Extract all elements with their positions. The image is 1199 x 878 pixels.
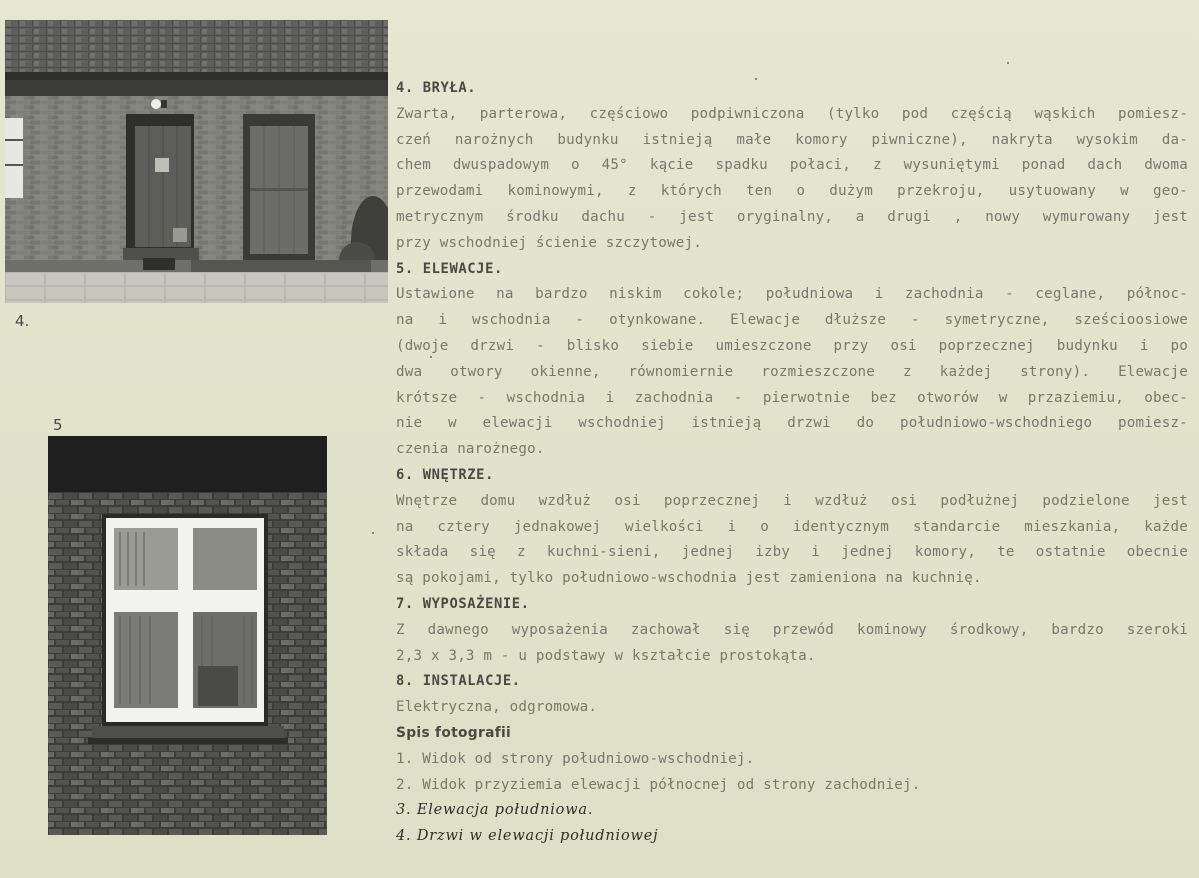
- section-heading-elewacje: 5. ELEWACJE.: [396, 260, 503, 277]
- paragraph-line: na i wschodnia - otynkowane. Elewacje dłuższe - symetryczne, sześcioosiowe: [396, 312, 1188, 329]
- paragraph-line: Z dawnego wyposażenia zachował się przewód kominowy środkowy, bardzo szeroki: [396, 621, 1188, 638]
- photo-doors-south-elevation: [5, 20, 388, 303]
- paragraph-line: krótsze - wschodnia i zachodnia - pierwotnie bez otworów w przaziemiu, obec-: [396, 389, 1188, 406]
- section-heading-wnetrze: 6. WNĘTRZE.: [396, 466, 494, 483]
- text-column: [396, 76, 1188, 850]
- paragraph-line: przy wschodniej ścienie szczytowej.: [396, 234, 702, 251]
- paragraph-line: Wnętrze domu wzdłuż osi poprzecznej i wzdłuż osi podłużnej podzielone jest: [396, 492, 1188, 509]
- paragraph-line: czeń narożnych budynku istnieją małe komory piwniczne), nakryta wysokim da-: [396, 131, 1188, 148]
- photo-list-item: 1. Widok od strony południowo-wschodniej.: [396, 750, 755, 767]
- paper-speck: [430, 356, 432, 358]
- section-heading-instalacje: 8. INSTALACJE.: [396, 673, 521, 690]
- photo2-number-label: 5: [53, 416, 63, 434]
- section-heading-bryla: 4. BRYŁA.: [396, 80, 477, 96]
- paragraph-line: chem dwuspadowym o 45° kącie spadku połaci, z wysuniętymi ponad dach dwoma: [396, 157, 1188, 174]
- photo-list-item-handwritten: 4. Drzwi w elewacji południowej: [396, 828, 659, 845]
- photo-list-heading: Spis fotografii: [396, 724, 512, 741]
- photo-window: [48, 436, 327, 835]
- photo-window-image: [48, 436, 327, 835]
- paper-speck: [1007, 62, 1009, 64]
- paragraph-line: nie w elewacji wschodniej istnieją drzwi do południowo-wschodniego pomiesz-: [396, 415, 1188, 432]
- photo-list-item-handwritten: 3. Elewacja południowa.: [396, 802, 594, 819]
- paragraph-line: Elektryczna, odgromowa.: [396, 699, 598, 716]
- paragraph-line: dwa otwory okienne, równomiernie rozmieszczone z każdej strony). Elewacje: [396, 363, 1188, 380]
- paragraph-line: 2,3 x 3,3 m - u podstawy w kształcie prostokąta.: [396, 647, 816, 664]
- paragraph-line: na cztery jednakowej wielkości i o identycznym standarcie mieszkania, każde: [396, 518, 1188, 535]
- photo-list-item: 2. Widok przyziemia elewacji północnej od strony zachodniej.: [396, 776, 921, 793]
- paragraph-line: Zwarta, parterowa, częściowo podpiwniczona (tylko pod częścią wąskich pomiesz-: [396, 105, 1188, 122]
- paragraph-line: przewodami kominowymi, z których ten o dużym przekroju, usytuowany w geo-: [396, 183, 1188, 200]
- section-heading-wyposazenie: 7. WYPOSAŻENIE.: [396, 595, 530, 612]
- paragraph-line: Ustawione na bardzo niskim cokole; południowa i zachodnia - ceglane, północ-: [396, 286, 1188, 303]
- paragraph-line: składa się z kuchni-sieni, jednej izby i jednej komory, te ostatnie obecnie: [396, 544, 1188, 561]
- paragraph-line: czenia narożnego.: [396, 441, 545, 458]
- paragraph-line: metrycznym środku dachu - jest oryginalny, a drugi , nowy wymurowany jest: [396, 208, 1188, 225]
- photo-doors-image: [5, 20, 388, 303]
- paragraph-line: są pokojami, tylko południowo-wschodnia jest zamieniona na kuchnię.: [396, 570, 982, 587]
- paragraph-line: (dwoje drzwi - blisko siebie umieszczone przy osi poprzecznej budynku i po: [396, 337, 1188, 354]
- paper-speck: [372, 532, 374, 534]
- paper-speck: [755, 78, 757, 80]
- photo1-number-label: 4.: [15, 312, 30, 330]
